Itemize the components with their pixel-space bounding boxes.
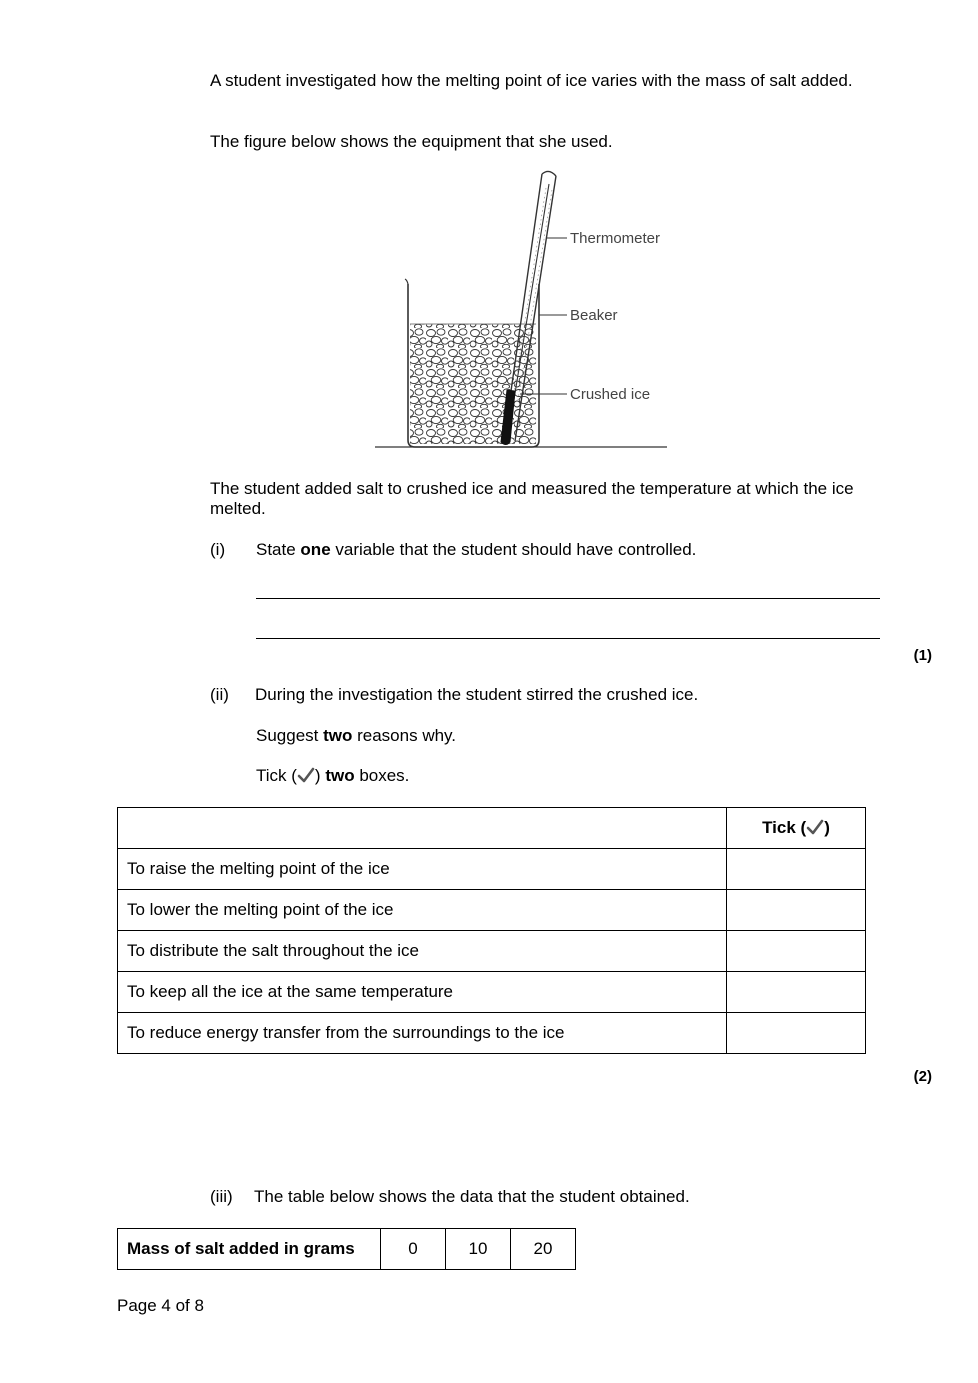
figure-intro-text: The figure below shows the equipment that she used. bbox=[210, 132, 613, 151]
tick-box[interactable] bbox=[727, 931, 866, 972]
question-i-text-part: variable that the student should have controlled. bbox=[330, 540, 697, 559]
crushed-ice-label: Crushed ice bbox=[570, 386, 651, 403]
tick-box[interactable] bbox=[727, 972, 866, 1013]
suggest-text bbox=[256, 726, 456, 746]
table-header-row bbox=[118, 808, 866, 849]
page-number: Page 4 of 8 bbox=[117, 1296, 204, 1315]
mass-value: 10 bbox=[446, 1229, 511, 1270]
equipment-figure bbox=[360, 168, 690, 458]
tick-instruction-part: boxes. bbox=[354, 766, 410, 785]
beaker-label: Beaker bbox=[570, 307, 618, 324]
answer-line-2[interactable] bbox=[256, 638, 880, 639]
tick-header-part: ) bbox=[824, 818, 830, 837]
question-ii-number: (ii) bbox=[210, 685, 229, 704]
option-label: To reduce energy transfer from the surroundings to the ice bbox=[118, 1013, 727, 1054]
mass-value: 0 bbox=[381, 1229, 446, 1270]
tick-instruction bbox=[256, 766, 409, 786]
option-label: To raise the melting point of the ice bbox=[118, 849, 727, 890]
question-i-marks: (1) bbox=[913, 647, 932, 664]
intro-paragraph bbox=[210, 71, 870, 91]
answer-line-1[interactable] bbox=[256, 598, 880, 599]
question-iii-text: The table below shows the data that the student obtained. bbox=[254, 1187, 690, 1206]
tick-icon bbox=[297, 767, 315, 783]
method-text: The student added salt to crushed ice and measured the temperature at which the ice melted. bbox=[210, 479, 854, 518]
suggest-text-part: reasons why. bbox=[352, 726, 457, 745]
table-row bbox=[118, 1229, 576, 1270]
question-i-text bbox=[256, 540, 696, 560]
table-row bbox=[118, 931, 866, 972]
tick-box[interactable] bbox=[727, 890, 866, 931]
question-i-emphasis: one bbox=[300, 540, 331, 559]
question-ii-text: During the investigation the student stirred the crushed ice. bbox=[255, 685, 699, 704]
question-iii-number: (iii) bbox=[210, 1187, 233, 1206]
tick-header-part: Tick ( bbox=[762, 818, 807, 837]
mass-value: 20 bbox=[511, 1229, 576, 1270]
suggest-emphasis: two bbox=[323, 726, 353, 745]
question-ii-marks: (2) bbox=[913, 1068, 932, 1085]
table-row bbox=[118, 972, 866, 1013]
method-paragraph bbox=[210, 479, 870, 519]
mass-header: Mass of salt added in grams bbox=[118, 1229, 381, 1270]
table-header-tick bbox=[727, 808, 866, 849]
tick-box[interactable] bbox=[727, 1013, 866, 1054]
tick-icon bbox=[806, 819, 824, 835]
figure-intro bbox=[210, 132, 870, 152]
tick-box[interactable] bbox=[727, 849, 866, 890]
reasons-table bbox=[117, 807, 866, 1054]
tick-instruction-emphasis: two bbox=[325, 766, 355, 785]
option-label: To distribute the salt throughout the ice bbox=[118, 931, 727, 972]
table-row bbox=[118, 1013, 866, 1054]
tick-instruction-part: ) bbox=[314, 766, 326, 785]
data-table bbox=[117, 1228, 576, 1270]
option-label: To lower the melting point of the ice bbox=[118, 890, 727, 931]
tick-instruction-part: Tick ( bbox=[256, 766, 297, 785]
option-label: To keep all the ice at the same temperature bbox=[118, 972, 727, 1013]
table-row bbox=[118, 890, 866, 931]
suggest-text-part: Suggest bbox=[256, 726, 324, 745]
table-header-blank bbox=[118, 808, 727, 849]
intro-text: A student investigated how the melting point of ice varies with the mass of salt added. bbox=[210, 71, 853, 90]
question-i-number: (i) bbox=[210, 540, 226, 559]
thermometer-label: Thermometer bbox=[570, 230, 661, 247]
question-i-text-part: State bbox=[256, 540, 301, 559]
table-row bbox=[118, 849, 866, 890]
